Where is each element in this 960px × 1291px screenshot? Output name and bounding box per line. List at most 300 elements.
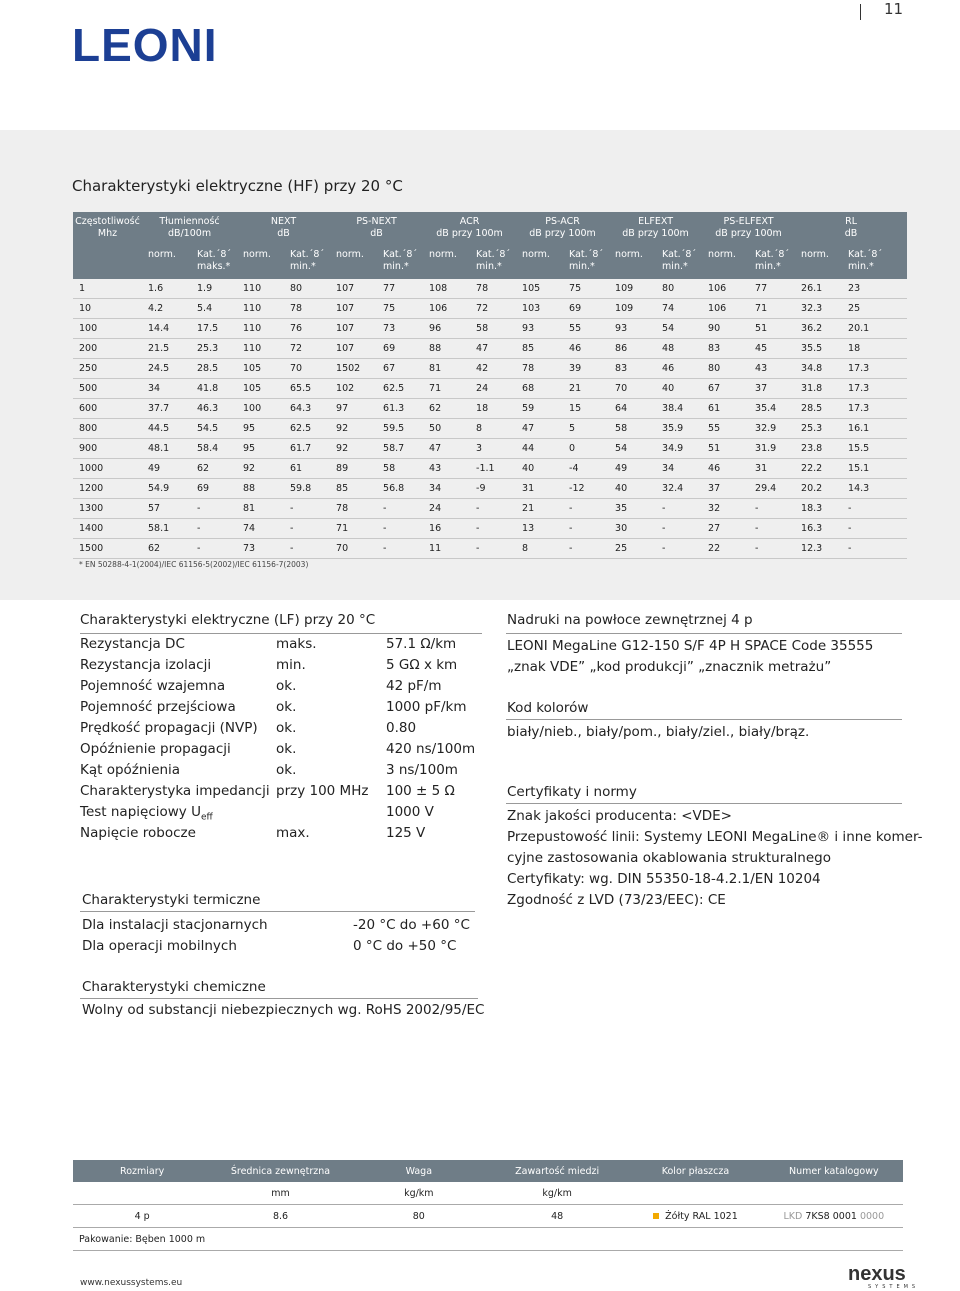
certs-rule: [506, 803, 902, 804]
subheader-norm: norm.: [330, 246, 377, 279]
value-cell: 27: [702, 519, 749, 539]
value-cell: 96: [423, 319, 470, 339]
lf-value: 1000 V: [386, 804, 434, 820]
value-cell: -: [842, 519, 907, 539]
footer-url[interactable]: www.nexussystems.eu: [80, 1278, 183, 1288]
value-cell: 35.9: [656, 419, 702, 439]
value-cell: 61: [702, 399, 749, 419]
value-cell: 54: [656, 319, 702, 339]
value-cell: 30: [609, 519, 656, 539]
product-header: Rozmiary: [73, 1160, 211, 1182]
value-cell: 72: [284, 339, 330, 359]
value-cell: 11: [423, 539, 470, 559]
value-cell: -: [656, 499, 702, 519]
value-cell: 12.3: [795, 539, 842, 559]
hf-subheader-row: [73, 246, 907, 279]
value-cell: 38.4: [656, 399, 702, 419]
value-cell: -: [749, 539, 795, 559]
lf-value: 100 ± 5 Ω: [386, 783, 455, 799]
unit-cell: [765, 1182, 903, 1205]
value-cell: 78: [330, 499, 377, 519]
value-cell: 41.8: [191, 379, 237, 399]
value-cell: 43: [749, 359, 795, 379]
subheader-norm: norm.: [609, 246, 656, 279]
value-cell: 32: [702, 499, 749, 519]
certs-line-2: Przepustowość linii: Systemy LEONI MegaLine® i inne komer-: [507, 829, 923, 845]
value-cell: 92: [330, 419, 377, 439]
color-swatch-icon: [653, 1213, 659, 1219]
value-cell: 105: [237, 379, 284, 399]
hf-row: [73, 459, 907, 479]
value-cell: 0: [563, 439, 609, 459]
value-cell: 106: [702, 299, 749, 319]
value-cell: 48.1: [142, 439, 191, 459]
value-cell: 107: [330, 319, 377, 339]
value-cell: -: [470, 499, 516, 519]
value-cell: 16.1: [842, 419, 907, 439]
value-cell: 70: [330, 539, 377, 559]
value-cell: 31: [749, 459, 795, 479]
value-cell: 49: [609, 459, 656, 479]
unit-cell: mm: [211, 1182, 349, 1205]
value-cell: 62: [423, 399, 470, 419]
value-cell: 54.9: [142, 479, 191, 499]
value-cell: 42: [470, 359, 516, 379]
value-cell: 39: [563, 359, 609, 379]
color-text: Żółty RAL 1021: [665, 1210, 738, 1222]
value-cell: 75: [563, 279, 609, 299]
value-cell: 75: [377, 299, 423, 319]
value-cell: 28.5: [795, 399, 842, 419]
value-cell: 55: [563, 319, 609, 339]
value-cell: 32.9: [749, 419, 795, 439]
value-cell: 68: [516, 379, 563, 399]
value-cell: 24: [423, 499, 470, 519]
value-cell: 108: [423, 279, 470, 299]
frequency-cell: 1400: [73, 519, 142, 539]
subheader-cat8: Kat.´8´ min.*: [749, 246, 795, 279]
value-cell: 36.2: [795, 319, 842, 339]
value-cell: 78: [284, 299, 330, 319]
value-cell: 40: [656, 379, 702, 399]
value-cell: 21: [563, 379, 609, 399]
lf-label-text: Pojemność wzajemna: [80, 678, 226, 694]
value-cell: -: [749, 499, 795, 519]
value-cell: 34: [142, 379, 191, 399]
value-cell: 110: [237, 319, 284, 339]
subheader-norm: norm.: [237, 246, 284, 279]
lf-label-text: Napięcie robocze: [80, 825, 196, 841]
value-cell: 72: [470, 299, 516, 319]
value-cell: 47: [423, 439, 470, 459]
value-cell: 59.5: [377, 419, 423, 439]
value-cell: 21.5: [142, 339, 191, 359]
frequency-cell: 800: [73, 419, 142, 439]
value-cell: 59.8: [284, 479, 330, 499]
lf-qualifier: ok.: [276, 762, 297, 778]
value-cell: 32.3: [795, 299, 842, 319]
color-cell: [626, 1205, 764, 1228]
value-cell: -: [563, 539, 609, 559]
lf-row: [80, 762, 486, 783]
value-cell: 107: [330, 339, 377, 359]
value-cell: 110: [237, 339, 284, 359]
lf-label-text: Rezystancja DC: [80, 636, 185, 652]
value-cell: 1.9: [191, 279, 237, 299]
packaging-text: Pakowanie: Bęben 1000 m: [73, 1228, 903, 1251]
value-cell: 54: [609, 439, 656, 459]
value-cell: -: [377, 499, 423, 519]
lf-row: [80, 804, 486, 825]
lf-label: [80, 720, 276, 741]
print-line-2: „znak VDE” „kod produkcji” „znacznik metrażu”: [507, 659, 832, 675]
packaging-row: [73, 1228, 903, 1251]
subheader-cat8: Kat.´8´ min.*: [563, 246, 609, 279]
value-cell: 109: [609, 279, 656, 299]
product-header: Kolor płaszcza: [626, 1160, 764, 1182]
value-cell: 71: [423, 379, 470, 399]
product-header: Zawartość miedzi: [488, 1160, 626, 1182]
value-cell: 31: [516, 479, 563, 499]
print-rule: [506, 633, 902, 634]
value-cell: 14.3: [842, 479, 907, 499]
lf-qualifier: ok.: [276, 720, 297, 736]
value-cell: 47: [470, 339, 516, 359]
frequency-cell: 900: [73, 439, 142, 459]
value-cell: -: [191, 519, 237, 539]
value-cell: 62.5: [284, 419, 330, 439]
value-cell: -: [377, 539, 423, 559]
value-cell: 93: [516, 319, 563, 339]
lf-row: [80, 741, 486, 762]
frequency-cell: 500: [73, 379, 142, 399]
value-cell: 17.3: [842, 399, 907, 419]
value-cell: 107: [330, 279, 377, 299]
unit-cell: [626, 1182, 764, 1205]
value-cell: 37: [702, 479, 749, 499]
thermal-label: Dla operacji mobilnych: [82, 937, 237, 954]
value-cell: 78: [470, 279, 516, 299]
value-cell: 25.3: [795, 419, 842, 439]
value-cell: 64: [609, 399, 656, 419]
value-cell: -: [284, 519, 330, 539]
hf-row: [73, 439, 907, 459]
value-cell: 31.8: [795, 379, 842, 399]
lf-label-text: Kąt opóźnienia: [80, 762, 181, 778]
value-cell: 97: [330, 399, 377, 419]
value-cell: 28.5: [191, 359, 237, 379]
value-cell: 20.2: [795, 479, 842, 499]
value-cell: 25: [609, 539, 656, 559]
colors-rule: [506, 719, 902, 720]
value-cell: 18: [842, 339, 907, 359]
value-cell: 51: [749, 319, 795, 339]
lf-label-text: Opóźnienie propagacji: [80, 741, 231, 757]
value-cell: -: [842, 499, 907, 519]
value-cell: 26.1: [795, 279, 842, 299]
value-cell: 24: [470, 379, 516, 399]
value-cell: 37.7: [142, 399, 191, 419]
value-cell: 92: [237, 459, 284, 479]
value-cell: -: [842, 539, 907, 559]
lf-qualifier: ok.: [276, 741, 297, 757]
weight-cell: 80: [350, 1205, 488, 1228]
thermal-rule: [80, 911, 475, 912]
subheader-norm: norm.: [142, 246, 191, 279]
value-cell: 71: [330, 519, 377, 539]
value-cell: 62: [142, 539, 191, 559]
page-divider: [860, 4, 861, 20]
value-cell: 46: [702, 459, 749, 479]
value-cell: 73: [377, 319, 423, 339]
value-cell: 25.3: [191, 339, 237, 359]
value-cell: 20.1: [842, 319, 907, 339]
hf-row: [73, 419, 907, 439]
value-cell: 15: [563, 399, 609, 419]
hf-row: [73, 299, 907, 319]
product-header: Waga: [350, 1160, 488, 1182]
thermal-row: [82, 935, 483, 956]
value-cell: 58: [377, 459, 423, 479]
subheader-norm: norm.: [702, 246, 749, 279]
lf-label: [80, 804, 276, 825]
value-cell: 89: [330, 459, 377, 479]
hf-row: [73, 539, 907, 559]
frequency-cell: 100: [73, 319, 142, 339]
lf-qualifier: min.: [276, 657, 306, 673]
value-cell: 43: [423, 459, 470, 479]
value-cell: -: [656, 519, 702, 539]
value-cell: 1.6: [142, 279, 191, 299]
value-cell: 58.7: [377, 439, 423, 459]
value-cell: 34.8: [795, 359, 842, 379]
lf-qualifier: przy 100 MHz: [276, 783, 369, 799]
value-cell: 54.5: [191, 419, 237, 439]
value-cell: 21: [516, 499, 563, 519]
value-cell: 70: [284, 359, 330, 379]
hf-row: [73, 279, 907, 299]
value-cell: 23.8: [795, 439, 842, 459]
value-cell: 35.4: [749, 399, 795, 419]
value-cell: 57: [142, 499, 191, 519]
lf-label-text: Prędkość propagacji (NVP): [80, 720, 258, 736]
hf-title: Charakterystyki elektryczne (HF) przy 20 °C: [72, 177, 403, 195]
value-cell: 105: [516, 279, 563, 299]
value-cell: 59: [516, 399, 563, 419]
value-cell: 14.4: [142, 319, 191, 339]
value-cell: 73: [237, 539, 284, 559]
print-line-1: LEONI MegaLine G12-150 S/F 4P H SPACE Code 35555: [507, 638, 874, 654]
lf-label: [80, 678, 276, 699]
value-cell: 61.7: [284, 439, 330, 459]
lf-label-text: Test napięciowy U: [80, 804, 201, 820]
value-cell: 70: [609, 379, 656, 399]
subheader-cat8: Kat.´8´ min.*: [284, 246, 330, 279]
value-cell: -: [656, 539, 702, 559]
lf-row: [80, 720, 486, 741]
value-cell: 50: [423, 419, 470, 439]
value-cell: 69: [563, 299, 609, 319]
value-cell: 29.4: [749, 479, 795, 499]
lf-table: [80, 636, 486, 846]
hf-row: [73, 339, 907, 359]
value-cell: -: [563, 499, 609, 519]
thermal-row: [82, 914, 483, 935]
value-cell: 65.5: [284, 379, 330, 399]
certs-line-1: Znak jakości producenta: <VDE>: [507, 808, 732, 824]
value-cell: 76: [284, 319, 330, 339]
frequency-cell: 1000: [73, 459, 142, 479]
thermal-value: -20 °C do +60 °C: [353, 916, 470, 933]
hf-row: [73, 359, 907, 379]
value-cell: -9: [470, 479, 516, 499]
certs-line-3: cyjne zastosowania okablowania strukturalnego: [507, 850, 831, 866]
value-cell: 40: [609, 479, 656, 499]
frequency-cell: 1500: [73, 539, 142, 559]
value-cell: 22.2: [795, 459, 842, 479]
lf-qualifier: ok.: [276, 699, 297, 715]
value-cell: 51: [702, 439, 749, 459]
value-cell: 46: [563, 339, 609, 359]
lf-value: 3 ns/100m: [386, 762, 458, 778]
value-cell: 49: [142, 459, 191, 479]
size-cell: 4 p: [73, 1205, 211, 1228]
value-cell: 106: [702, 279, 749, 299]
subheader-cat8: Kat.´8´ min.*: [842, 246, 907, 279]
lf-value: 0.80: [386, 720, 417, 736]
lf-row: [80, 678, 486, 699]
value-cell: 110: [237, 279, 284, 299]
value-cell: 71: [749, 299, 795, 319]
value-cell: 13: [516, 519, 563, 539]
value-cell: 81: [423, 359, 470, 379]
value-cell: 110: [237, 299, 284, 319]
frequency-cell: 1300: [73, 499, 142, 519]
value-cell: -12: [563, 479, 609, 499]
value-cell: -: [563, 519, 609, 539]
catalog-core: 7KS8 0001: [805, 1210, 857, 1222]
catalog-prefix: LKD: [783, 1210, 806, 1222]
lf-label-text: Pojemność przejściowa: [80, 699, 236, 715]
value-cell: 37: [749, 379, 795, 399]
value-cell: 46: [656, 359, 702, 379]
value-cell: 86: [609, 339, 656, 359]
colors-text: biały/nieb., biały/pom., biały/ziel., biały/brąz.: [507, 724, 810, 740]
value-cell: 58.4: [191, 439, 237, 459]
page-number: 11: [884, 0, 904, 18]
value-cell: 16: [423, 519, 470, 539]
hf-row: [73, 499, 907, 519]
value-cell: 25: [842, 299, 907, 319]
hf-row: [73, 519, 907, 539]
copper-cell: 48: [488, 1205, 626, 1228]
lf-value: 57.1 Ω/km: [386, 636, 457, 652]
unit-cell: [73, 1182, 211, 1205]
value-cell: 23: [842, 279, 907, 299]
value-cell: -: [284, 499, 330, 519]
value-cell: 35.5: [795, 339, 842, 359]
value-cell: 18.3: [795, 499, 842, 519]
value-cell: 100: [237, 399, 284, 419]
value-cell: 109: [609, 299, 656, 319]
header-acr: ACR dB przy 100m: [423, 212, 516, 246]
value-cell: 83: [609, 359, 656, 379]
value-cell: 103: [516, 299, 563, 319]
colors-title: Kod kolorów: [507, 700, 589, 716]
value-cell: 85: [516, 339, 563, 359]
value-cell: 58.1: [142, 519, 191, 539]
frequency-cell: 600: [73, 399, 142, 419]
value-cell: 15.5: [842, 439, 907, 459]
value-cell: 61: [284, 459, 330, 479]
value-cell: 34: [656, 459, 702, 479]
lf-row: [80, 636, 486, 657]
hf-table: [73, 212, 907, 559]
value-cell: -: [749, 519, 795, 539]
lf-row: [80, 657, 486, 678]
lf-value: 1000 pF/km: [386, 699, 467, 715]
value-cell: 1502: [330, 359, 377, 379]
value-cell: 34: [423, 479, 470, 499]
value-cell: 85: [330, 479, 377, 499]
lf-qualifier: [276, 804, 386, 825]
value-cell: 83: [702, 339, 749, 359]
value-cell: 46.3: [191, 399, 237, 419]
value-cell: 80: [702, 359, 749, 379]
value-cell: 69: [377, 339, 423, 359]
value-cell: -: [191, 539, 237, 559]
leoni-logo: LEONI: [72, 19, 218, 71]
certs-line-4: Certyfikaty: wg. DIN 55350-18-4.2.1/EN 10204: [507, 871, 821, 887]
value-cell: 107: [330, 299, 377, 319]
product-header-row: [73, 1160, 903, 1182]
value-cell: 44: [516, 439, 563, 459]
value-cell: 81: [237, 499, 284, 519]
lf-value: 42 pF/m: [386, 678, 442, 694]
value-cell: 45: [749, 339, 795, 359]
subheader-cat8: Kat.´8´ min.*: [656, 246, 702, 279]
subheader-norm: norm.: [516, 246, 563, 279]
catalog-suffix: 0000: [856, 1210, 885, 1222]
hf-row: [73, 399, 907, 419]
lf-value: 5 GΩ x km: [386, 657, 458, 673]
product-row: [73, 1205, 903, 1228]
value-cell: 74: [237, 519, 284, 539]
header-attenuation: Tłumienność dB/100m: [142, 212, 237, 246]
value-cell: 32.4: [656, 479, 702, 499]
value-cell: -: [377, 519, 423, 539]
print-title: Nadruki na powłoce zewnętrznej 4 p: [507, 612, 753, 628]
lf-label-text: Rezystancja izolacji: [80, 657, 212, 673]
header-frequency: Częstotliwość Mhz: [73, 212, 142, 279]
lf-title: Charakterystyki elektryczne (LF) przy 20 °C: [80, 612, 376, 628]
hf-row: [73, 319, 907, 339]
header-next: NEXT dB: [237, 212, 330, 246]
lf-label: [80, 825, 276, 846]
chemical-title: Charakterystyki chemiczne: [82, 979, 266, 995]
lf-qualifier: maks.: [276, 636, 317, 652]
value-cell: 58: [470, 319, 516, 339]
value-cell: 8: [470, 419, 516, 439]
lf-row: [80, 699, 486, 720]
frequency-cell: 1: [73, 279, 142, 299]
nexus-logo-subtitle: SYSTEMS: [868, 1284, 920, 1290]
value-cell: 18: [470, 399, 516, 419]
thermal-table: [82, 914, 483, 956]
lf-value: 420 ns/100m: [386, 741, 476, 757]
lf-label-text: Charakterystyka impedancji: [80, 783, 270, 799]
value-cell: 15.1: [842, 459, 907, 479]
